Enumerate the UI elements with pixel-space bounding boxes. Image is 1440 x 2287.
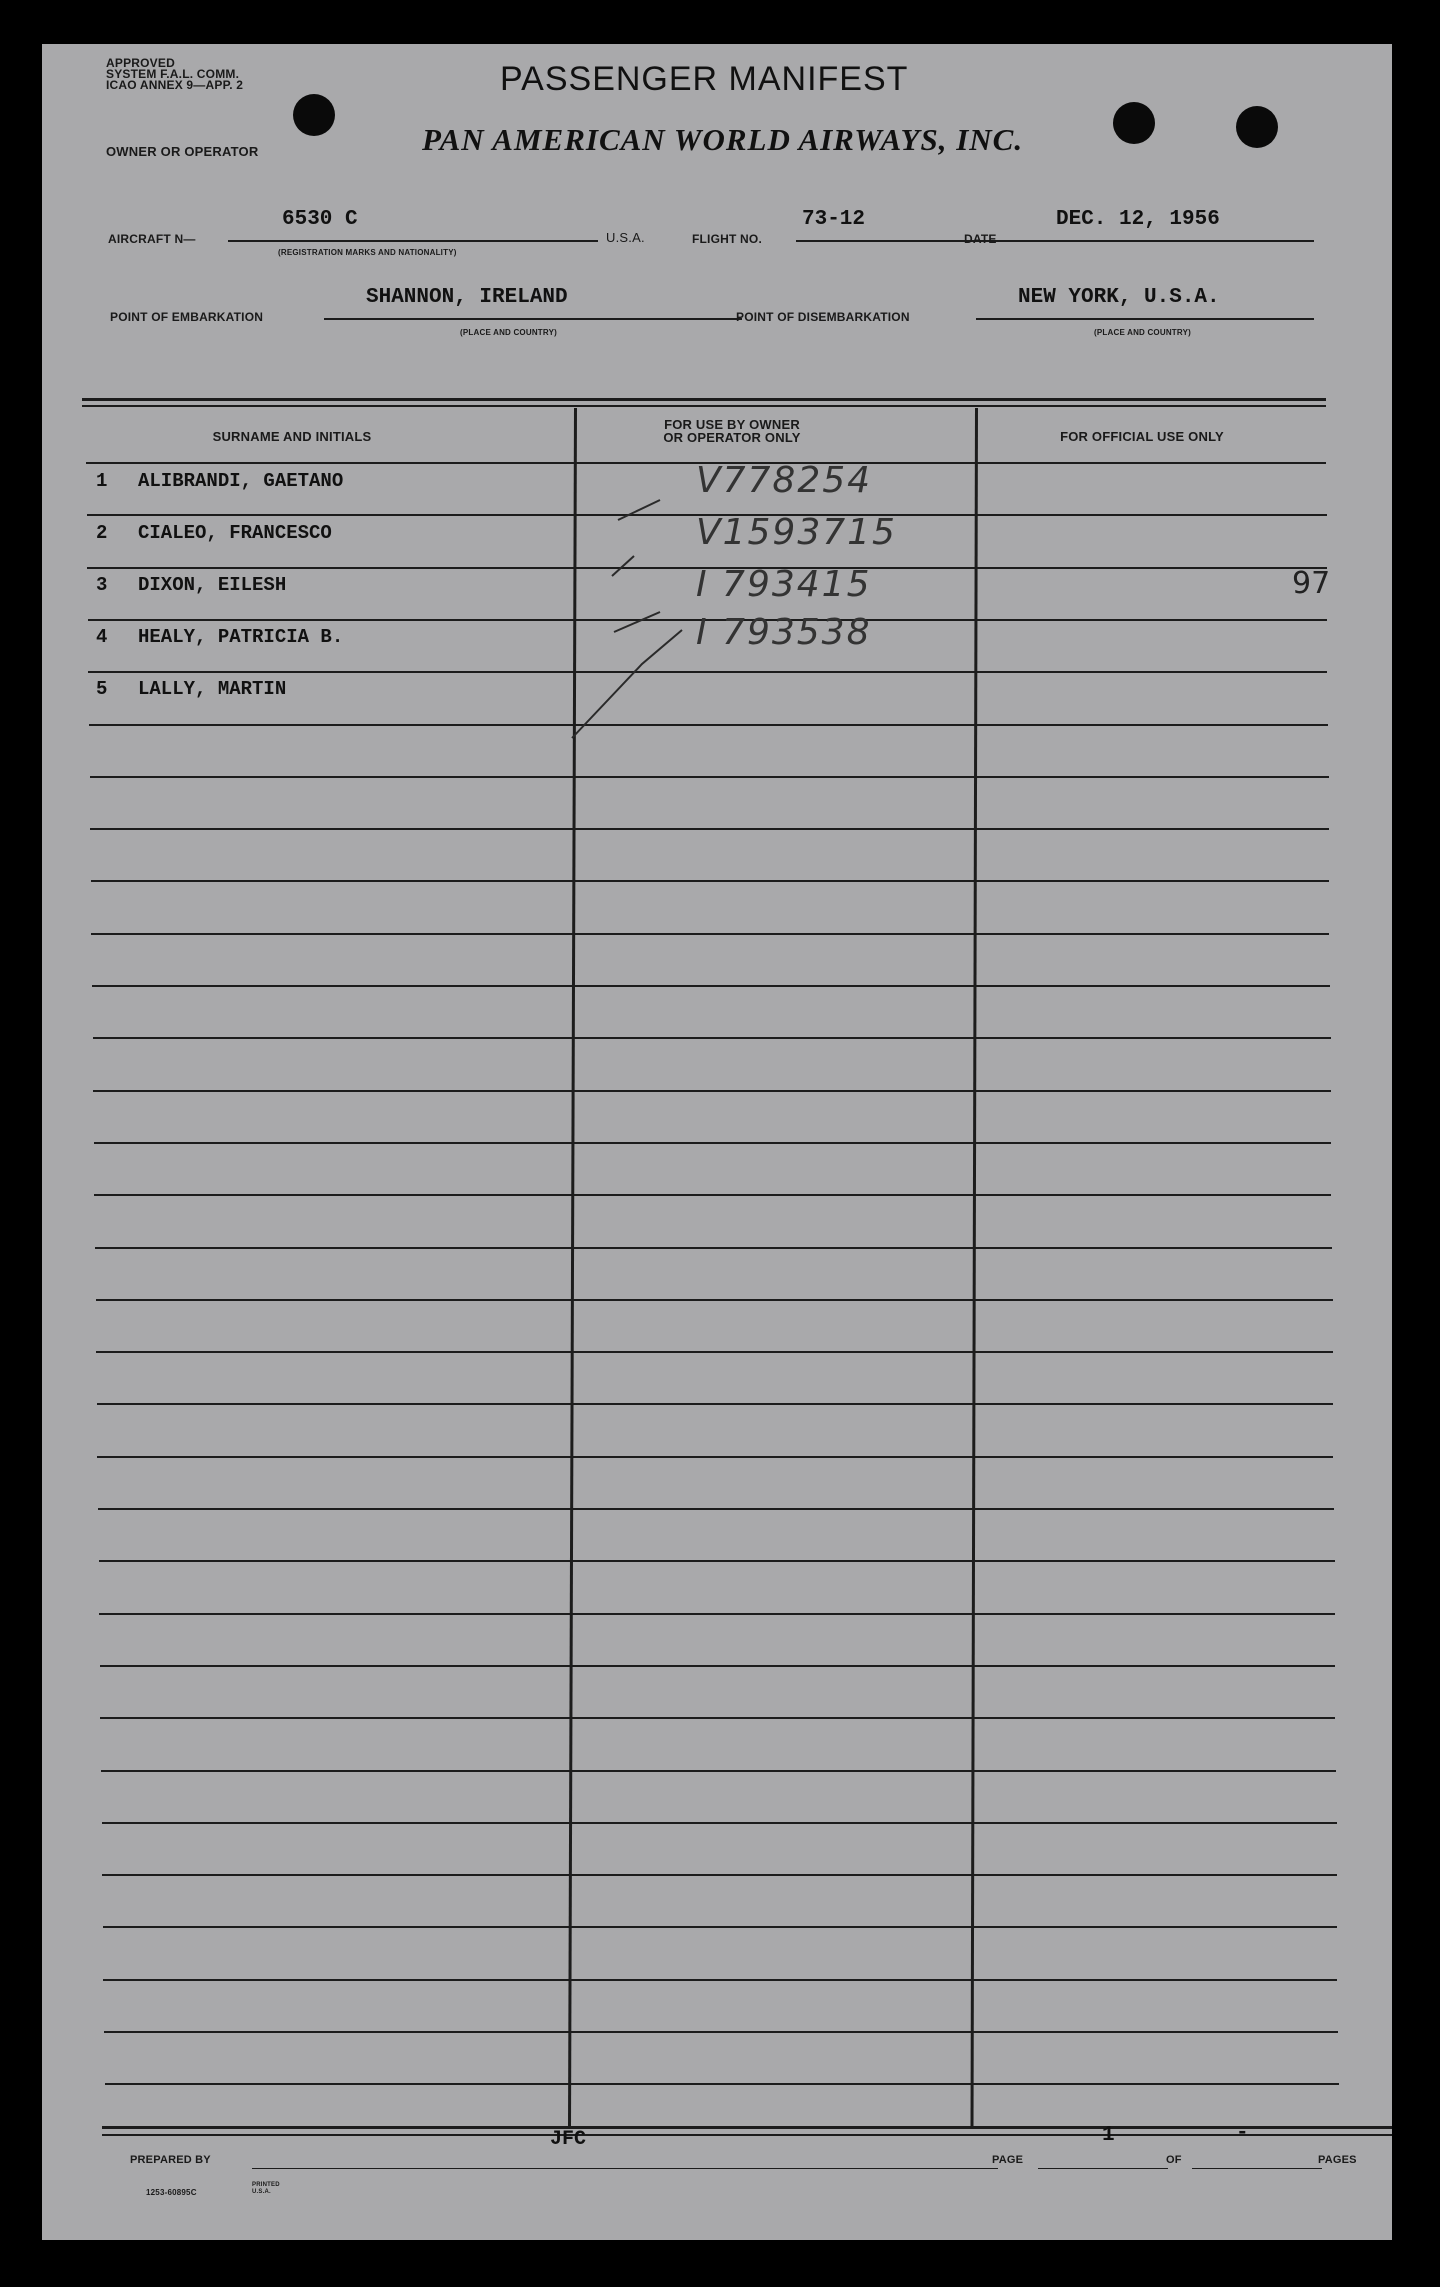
embark-value: SHANNON, IRELAND [366, 286, 568, 309]
row-line [99, 1560, 1335, 1562]
row-number: 5 [96, 678, 108, 700]
operator-name: PAN AMERICAN WORLD AIRWAYS, INC. [422, 122, 1024, 157]
owner-label: OWNER OR OPERATOR [106, 144, 259, 159]
disembark-note: (PLACE AND COUNTRY) [1094, 328, 1191, 337]
row-line [95, 1247, 1332, 1249]
table-row [96, 512, 1326, 562]
prepared-label: PREPARED BY [130, 2154, 211, 2166]
aircraft-label: AIRCRAFT N— [108, 232, 196, 246]
table-row [96, 460, 1326, 510]
row-line [92, 985, 1330, 987]
row-line [98, 1508, 1334, 1510]
flight-no-label: FLIGHT NO. [692, 232, 762, 246]
row-line [105, 2083, 1339, 2085]
passenger-name: HEALY, PATRICIA B. [138, 626, 344, 648]
of-label: OF [1166, 2154, 1182, 2166]
row-line [103, 1979, 1337, 1981]
owner-use-value: V778254 [696, 460, 873, 501]
row-number: 1 [96, 470, 108, 492]
embark-label: POINT OF EMBARKATION [110, 310, 264, 324]
row-line [97, 1456, 1333, 1458]
table-row [96, 678, 1326, 718]
official-use-value: 97 [1292, 566, 1331, 601]
owner-use-value: I 793415 [696, 564, 872, 605]
row-number: 4 [96, 626, 108, 648]
registration-note: (REGISTRATION MARKS AND NATIONALITY) [278, 248, 457, 257]
disembark-value: NEW YORK, U.S.A. [1018, 286, 1220, 309]
passenger-name: CIALEO, FRANCESCO [138, 522, 332, 544]
col-header-owner: FOR USE BY OWNER OR OPERATOR ONLY [663, 417, 801, 445]
form-code: 1253-60895C [146, 2188, 197, 2197]
row-number: 3 [96, 574, 108, 596]
row-line [91, 880, 1329, 882]
row-number: 2 [96, 522, 108, 544]
passenger-name: LALLY, MARTIN [138, 678, 287, 700]
col-header-official: FOR OFFICIAL USE ONLY [1060, 429, 1224, 444]
manifest-sheet [42, 44, 1392, 2240]
prepared-line [252, 2168, 998, 2169]
row-line [101, 1770, 1336, 1772]
punch-hole [293, 94, 335, 136]
row-line [96, 1299, 1333, 1301]
pages-label: PAGES [1318, 2154, 1357, 2166]
country-label: U.S.A. [606, 230, 645, 245]
table-row [96, 612, 1326, 666]
row-line [103, 1926, 1337, 1928]
aircraft-line [228, 240, 598, 242]
row-line [89, 724, 1328, 726]
row-line [100, 1665, 1335, 1667]
disembark-line [976, 318, 1314, 320]
row-line [91, 933, 1329, 935]
row-line [97, 1403, 1333, 1405]
table-bottom-rule [102, 2134, 1392, 2136]
page-label: PAGE [992, 2154, 1024, 2166]
disembark-label: POINT OF DISEMBARKATION [736, 310, 910, 324]
row-line [93, 1037, 1331, 1039]
row-line [102, 1822, 1337, 1824]
table-top-rule [82, 405, 1326, 407]
table-row [96, 564, 1331, 614]
date-label: DATE [964, 232, 997, 246]
flight-no-value: 73-12 [802, 208, 866, 231]
check-marks [562, 464, 702, 754]
col-header-name: SURNAME AND INITIALS [212, 429, 372, 444]
page-value: 1 [1102, 2124, 1115, 2147]
row-line [90, 776, 1329, 778]
date-value: DEC. 12, 1956 [1056, 208, 1220, 231]
page-title: PASSENGER MANIFEST [500, 60, 909, 98]
owner-use-value: V1593715 [696, 512, 897, 553]
passenger-name: DIXON, EILESH [138, 574, 287, 596]
row-line [94, 1142, 1331, 1144]
row-line [100, 1717, 1335, 1719]
of-line [1192, 2168, 1322, 2169]
table-top-rule [82, 398, 1326, 401]
prepared-by-value: JFC [550, 2128, 587, 2151]
row-line [102, 1874, 1337, 1876]
embark-line [324, 318, 742, 320]
owner-use-value: I 793538 [696, 612, 872, 653]
table-bottom-rule [102, 2126, 1392, 2129]
passenger-name: ALIBRANDI, GAETANO [138, 470, 344, 492]
page-line [1038, 2168, 1168, 2169]
of-pages-value: - [1236, 2122, 1249, 2145]
row-line [93, 1090, 1331, 1092]
punch-hole [1236, 106, 1278, 148]
embark-note: (PLACE AND COUNTRY) [460, 328, 557, 337]
row-line [90, 828, 1329, 830]
row-line [99, 1613, 1335, 1615]
row-line [88, 671, 1327, 673]
printed-mark: PRINTED U.S.A. [252, 2182, 280, 2195]
punch-hole [1113, 102, 1155, 144]
date-line [1002, 240, 1314, 242]
aircraft-value: 6530 C [282, 208, 358, 231]
row-line [94, 1194, 1331, 1196]
row-line [104, 2031, 1338, 2033]
approval-note: APPROVED SYSTEM F.A.L. COMM. ICAO ANNEX 9—APP. 2 [106, 56, 244, 92]
row-line [96, 1351, 1333, 1353]
